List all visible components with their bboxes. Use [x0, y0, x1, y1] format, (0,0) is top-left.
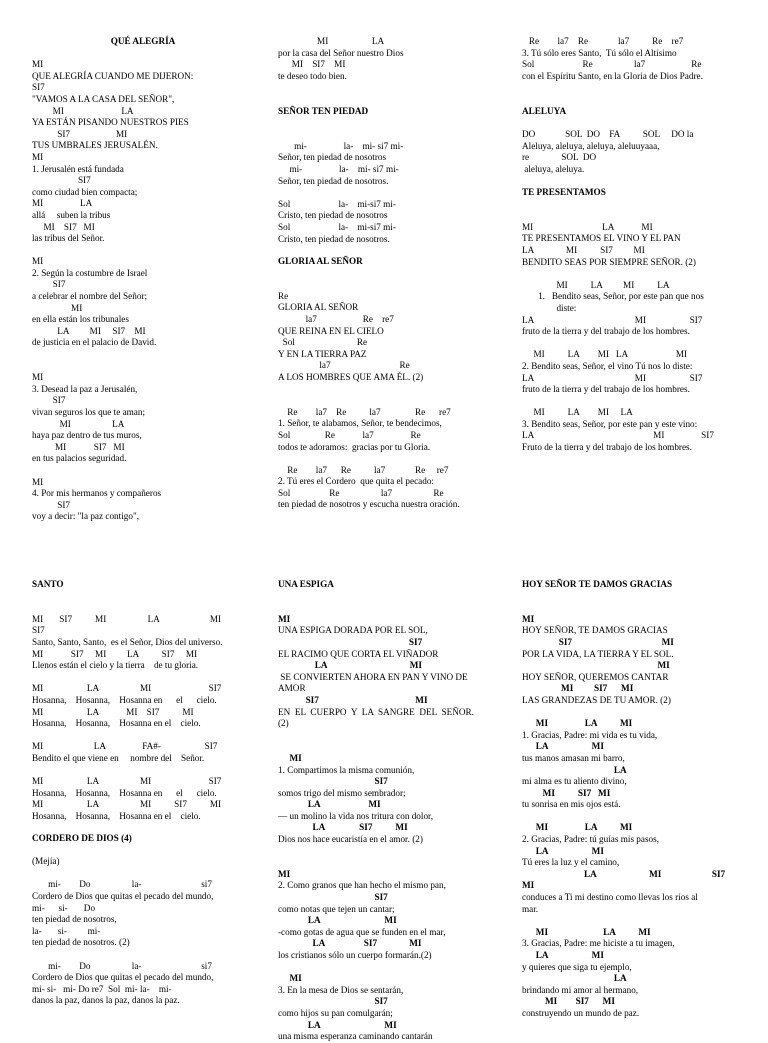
chord-line: LA MI [278, 915, 397, 926]
chord-line: MI [522, 880, 535, 891]
lyric-line: 3. Gracias, Padre: me hiciste a tu imagen, [522, 938, 675, 949]
lyric-line: (2) [278, 718, 289, 729]
lyric-line: vivan seguros los que te aman; [32, 407, 146, 417]
chord-line: MI LA MI [522, 221, 653, 232]
lyric-line: 3. Bendito seas, Señor, por este pan y este vino: [522, 418, 698, 429]
lyric-line: Santo, Santo, Santo, es el Señor, Dios del universo. [32, 636, 223, 647]
song-que-alegria-continued [278, 36, 500, 82]
lyric-line: TE PRESENTAMOS EL VINO Y EL PAN [522, 233, 681, 244]
lyric-line: 3. Tú sólo eres Santo, Tú sólo el Altísimo [522, 47, 677, 58]
lyric-line: 2. Tú eres el Cordero que quita el pecado: [278, 476, 434, 487]
chord-line: mi- la- mi- si7 mi- [278, 140, 404, 151]
lyric-line: -como gotas de agua que se funden en el mar, [278, 926, 446, 937]
chord-line: Y EN LA TIERRA PAZ [278, 348, 367, 359]
lyric-line: 3. Desead la paz a Jerusalén, [32, 383, 138, 394]
lyric-line [522, 915, 744, 927]
chord-line: LA MI [522, 845, 604, 856]
chord-line: MI [278, 613, 291, 624]
lyric-line [32, 765, 254, 777]
lyric-line: LAS GRANDEZAS DE TU AMOR. (2) [522, 694, 671, 705]
song-title: ALELUYA [522, 106, 567, 116]
lyric-line: la- si- mi- [32, 925, 101, 936]
lyric-line: voy a decir: "la paz contigo", [32, 511, 139, 522]
lyric-line: aleluya, aleluya. [522, 163, 585, 174]
lyric-line: 2. Gracias, Padre: tú guías mis pasos, [522, 834, 660, 845]
chord-line: LA MI SI7 MI [522, 244, 645, 255]
chord-line: MI SI7 MI LA MI [32, 613, 222, 624]
lyric-line: Tú eres la luz y el camino, [522, 857, 620, 868]
lyric-line [32, 868, 254, 880]
lyric-line: ten piedad de nosotros. (2) [32, 937, 130, 948]
chord-line: MI SI7 MI [522, 996, 615, 1007]
chord-line: LA SI7 MI [278, 822, 408, 833]
lyric-line: AMOR [278, 683, 306, 694]
song-aleluya [522, 106, 744, 176]
song-senor-ten-piedad [278, 106, 500, 245]
song-title: TE PRESENTAMOS [522, 187, 606, 197]
lyric-line: BENDITO SEAS POR SIEMPRE SEÑOR. (2) [522, 256, 696, 267]
lyric-line: los cristianos sólo un cuerpo formarán.(2) [278, 950, 432, 960]
lyric-line: Fruto de la tierra y del trabajo de los hombres. [522, 442, 692, 453]
chord-line: MI LA [278, 36, 385, 46]
chord-line: mi- Do la- si7 [32, 879, 212, 890]
chord-line: mi- si- Do [32, 902, 96, 913]
spacer [522, 118, 744, 130]
lyric-line [32, 949, 254, 961]
chord-line: MI [278, 752, 302, 763]
lyric-line: GLORIA AL SEÑOR [278, 302, 359, 313]
lyric-line [278, 453, 500, 465]
lyric-line: — un molino la vida nos tritura con dolor, [278, 810, 434, 821]
lyric-line: UNA ESPIGA DORADA POR EL SOL, [278, 625, 428, 636]
lyric-line: en ella están los tribunales [32, 314, 129, 325]
chord-line: MI [32, 256, 44, 267]
lyric-line: fruto de la tierra y del trabajo de los hombres. [522, 326, 690, 337]
song-title: GLORIA AL SEÑOR [278, 256, 363, 266]
lyric-line: EL RACIMO QUE CORTA EL VIÑADOR [278, 648, 439, 659]
lyric-line: mi alma es tu aliento divino, [522, 776, 627, 787]
spacer [278, 591, 500, 603]
chord-line: SI7 MI [32, 128, 128, 139]
chord-line: LA MI [278, 799, 381, 810]
chord-line: SI7 MI [522, 636, 674, 647]
song-que-alegria [32, 36, 254, 523]
chord-line: MI [32, 151, 44, 162]
lyric-line: brindando mi amor al hermano, [522, 984, 639, 995]
chord-line: SI7 [278, 776, 388, 787]
lyric-line: allá suben la tribus [32, 209, 111, 220]
chord-line: Sol Re la7 Re [278, 487, 444, 498]
lyric-line: haya paz dentro de tus muros, [32, 430, 142, 441]
chord-line: MI LA MI [522, 926, 651, 937]
chord-line: Sol Re [278, 337, 368, 348]
lyric-line [278, 279, 500, 291]
chord-line: LA MI [278, 1019, 397, 1030]
spacer [32, 48, 254, 60]
chord-line: MI SI7 MI [278, 59, 346, 70]
lyric-line: fruto de la tierra y del trabajo de los hombres. [522, 384, 690, 395]
lyric-line: Hosanna, Hosanna, Hosanna en el cielo. [32, 787, 217, 798]
lyric-line [522, 602, 744, 614]
lyric-line: 1. Jerusalén está fundada [32, 163, 124, 174]
chord-line: mi- la- mi- si7 mi- [278, 163, 399, 174]
chord-line: LA MI [522, 741, 604, 752]
lyric-line: 3. En la mesa de Dios se sentarán, [278, 984, 404, 995]
lyric-line [522, 707, 744, 719]
lyric-line: Cordero de Dios que quitas el pecado del mundo, [32, 890, 214, 901]
lyric-line [32, 465, 254, 477]
lyric-line [32, 602, 254, 614]
chord-line: Sol Re la7 Re [278, 429, 421, 440]
song-title: HOY SEÑOR TE DAMOS GRACIAS [522, 579, 673, 589]
lyric-line: por la casa del Señor nuestro Dios [278, 47, 404, 58]
spacer [278, 268, 500, 280]
lyric-line [32, 361, 254, 373]
lyric-line [278, 384, 500, 396]
chord-line: MI LA MI LA MI [522, 349, 688, 360]
chord-line: MI LA MI [522, 822, 633, 833]
chord-line: MI SI7 MI [32, 441, 125, 452]
chord-line: mi- Do la- si7 [32, 960, 212, 971]
chord-line: DO SOL DO FA SOL DO la [522, 129, 694, 140]
chord-line: MI LA [32, 198, 93, 209]
spacer [522, 591, 744, 603]
chord-line: LA MI SI7 [522, 868, 726, 879]
chord-line: MI LA MI SI7 MI [32, 706, 194, 717]
chord-line: MI [32, 302, 83, 313]
chord-line: LA [522, 764, 627, 775]
song-title: CORDERO DE DIOS (4) [32, 833, 132, 843]
lyric-line: Dios nos hace eucaristía en el amor. (2) [278, 834, 423, 845]
chord-line: SI7 [32, 279, 66, 290]
song-gloria-al-senor [278, 256, 500, 511]
lyric-line: con el Espíritu Santo, en la Gloria de Dios Padre. [522, 70, 703, 81]
chord-line: MI SI7 MI [522, 683, 634, 694]
lyric-line: 1. Gracias, Padre: mi vida es tu vida, [522, 729, 658, 740]
chord-line: MI LA MI SI7 [32, 683, 222, 694]
lyric-line: QUE ALEGRÍA CUANDO ME DIJERON: [32, 70, 194, 81]
spacer [32, 845, 254, 857]
lyric-line: diste: [522, 302, 577, 313]
chord-line: la7 Re [278, 360, 410, 371]
chord-line: MI [278, 973, 302, 984]
lyric-line: QUE REINA EN EL CIELO [278, 325, 384, 336]
lyric-line [278, 846, 500, 858]
lyric-line: como ciudad bien compacta; [32, 186, 138, 197]
chord-line: MI LA [32, 418, 125, 429]
lyric-line [522, 268, 744, 280]
lyric-line [522, 210, 744, 222]
lyric-line [522, 811, 744, 823]
lyric-line [278, 741, 500, 753]
chord-line: LA MI SI7 [522, 314, 703, 325]
chord-line: MI [32, 59, 44, 70]
lyric-line [278, 395, 500, 407]
lyric-line: A LOS HOMBRES QUE AMA ÉL. (2) [278, 371, 424, 382]
chord-line: MI LA MI LA [522, 407, 633, 418]
lyric-line: Hosanna, Hosanna, Hosanna en el cielo. [32, 718, 201, 729]
lyric-line [522, 396, 744, 408]
chord-line: SI7 [32, 395, 66, 406]
lyric-line: SE CONVIERTEN AHORA EN PAN Y VINO DE [278, 671, 468, 682]
chord-line: SI7 [278, 892, 388, 903]
lyric-line: TUS UMBRALES JERUSALÉN. [32, 140, 158, 151]
song-hoy-senor-te-damos-gracias [522, 579, 744, 1020]
lyric-line [278, 962, 500, 974]
lyric-line: construyendo un mundo de paz. [522, 1007, 640, 1018]
chord-line: MI SI7 MI [522, 787, 611, 798]
chord-line: MI LA FA#- SI7 [32, 741, 218, 752]
lyric-line: mar. [522, 903, 539, 914]
chord-line: SI7 [32, 625, 45, 636]
lyric-line: ten piedad de nosotros y escucha nuestra oración. [278, 499, 460, 510]
lyric-line: (Mejía) [32, 856, 60, 867]
chord-line: MI [32, 476, 44, 487]
chord-line: MI LA [32, 105, 134, 116]
lyric-line: todos te adoramos: gracias por tu Gloria. [278, 441, 431, 452]
lyric-line: una misma esperanza caminando cantarán [278, 1031, 433, 1042]
chord-line: SI7 [32, 499, 71, 510]
lyric-line [278, 129, 500, 141]
lyric-line: 1. Bendito seas, Señor, por este pan que nos [522, 291, 704, 302]
song-cordero-de-dios [32, 833, 254, 1007]
chord-line: LA MI [278, 660, 422, 671]
chord-line: MI [522, 613, 535, 624]
lyric-line: 2. Bendito seas, Señor, el vino Tú nos lo diste: [522, 360, 693, 371]
chord-line: MI [32, 372, 44, 383]
lyric-line: en tus palacios seguridad. [32, 453, 127, 464]
spacer [32, 591, 254, 603]
chord-line: MI LA MI SI7 [32, 776, 222, 787]
lyric-line: tu sonrisa en mis ojos está. [522, 799, 621, 810]
lyric-line [278, 730, 500, 742]
lyric-line: Bendito el que viene en nombre del Señor. [32, 752, 205, 763]
chord-line: LA MI SI7 MI [32, 325, 146, 336]
chord-line: MI LA MI [522, 718, 633, 729]
lyric-line: conduces a Ti mi destino como llevas los ríos al [522, 892, 698, 903]
lyric-line: de justicia en el palacio de David. [32, 337, 157, 348]
lyric-line [32, 730, 254, 742]
lyric-line: 2. Como granos que han hecho el mismo pan, [278, 880, 446, 891]
song-gloria-continued [522, 36, 744, 82]
chord-line: LA MI SI7 [522, 430, 714, 441]
lyric-line: Cristo, ten piedad de nosotros [278, 210, 388, 221]
chord-line: MI [278, 868, 291, 879]
lyric-line: Hosanna, Hosanna, Hosanna en el cielo. [32, 810, 201, 821]
chord-line: re SOL DO [522, 152, 597, 163]
song-title: QUÉ ALEGRÍA [110, 36, 176, 46]
lyric-line: Hosanna, Hosanna, Hosanna en el cielo. [32, 694, 217, 705]
chord-line: MI SI7 MI [32, 221, 95, 232]
lyric-line: 1. Compartimos la misma comunión, [278, 764, 415, 775]
song-te-presentamos [522, 187, 744, 454]
lyric-line: danos la paz, danos la paz, danos la paz. [32, 995, 180, 1006]
lyric-line: HOY SEÑOR, TE DAMOS GRACIAS [522, 625, 668, 636]
lyric-line [522, 338, 744, 350]
lyric-line: ten piedad de nosotros, [32, 914, 117, 925]
chord-line: Re la7 Re la7 Re re7 [278, 464, 449, 475]
lyric-line: las tribus del Señor. [32, 233, 105, 244]
chord-line: MI LA MI LA [522, 279, 670, 290]
lyric-line: Cordero de Dios que quitas el pecado del mundo, [32, 972, 214, 983]
song-title: UNA ESPIGA [278, 579, 334, 589]
lyric-line [32, 672, 254, 684]
lyric-line [278, 602, 500, 614]
chord-line: SI7 [278, 636, 423, 647]
chord-line: Sol la- mi-si7 mi- [278, 221, 396, 232]
chord-line: Re la7 Re la7 Re re7 [522, 36, 684, 46]
chord-line: Sol la- mi-si7 mi- [278, 198, 396, 209]
chord-line: la7 Re re7 [278, 313, 394, 324]
lyric-line: a celebrar el nombre del Señor; [32, 291, 148, 302]
lyric-line [32, 245, 254, 257]
chord-line: SI7 MI [278, 694, 428, 705]
lyric-line: tus manos amasan mi barro, [522, 752, 625, 763]
chord-line: Re [278, 290, 289, 301]
chord-line: LA SI7 MI [278, 938, 422, 949]
chord-line: MI LA MI SI7 MI [32, 799, 222, 810]
song-title: SEÑOR TEN PIEDAD [278, 106, 369, 116]
lyric-line: Llenos están el cielo y la tierra de tu gloria. [32, 660, 199, 671]
song-title: SANTO [32, 579, 64, 589]
lyric-line: Cristo, ten piedad de nosotros. [278, 233, 390, 244]
lyric-line: POR LA VIDA, LA TIERRA Y EL SOL. [522, 648, 674, 659]
lyric-line [278, 857, 500, 869]
song-una-espiga [278, 579, 500, 1043]
lyric-line: como hijos su pan comulgarán; [278, 1007, 393, 1018]
chord-line: Re la7 Re la7 Re re7 [278, 406, 451, 417]
lyric-line [32, 349, 254, 361]
chord-line: LA MI [522, 950, 604, 960]
chord-line: mi- si- mi- Do re7 Sol mi- la- mi- [32, 983, 172, 994]
lyric-line [278, 187, 500, 199]
chord-line: Sol Re la7 Re [522, 59, 702, 70]
lyric-line: 2. Según la costumbre de Israel [32, 267, 148, 278]
lyric-line: Señor, ten piedad de nosotros [278, 152, 387, 163]
lyric-line: como notas que tejen un cantar; [278, 903, 395, 914]
song-santo [32, 579, 254, 822]
spacer [278, 118, 500, 130]
lyric-line: y quieres que siga tu ejemplo, [522, 961, 632, 972]
lyric-line: 4. Por mis hermanos y compañeros [32, 488, 162, 499]
chord-line: SI7 [278, 996, 388, 1007]
chord-line: LA [522, 973, 627, 984]
lyric-line: somos trigo del mismo sembrador; [278, 787, 406, 798]
chord-line: MI [522, 660, 670, 671]
chord-line: LA MI SI7 [522, 372, 703, 383]
chord-line: SI7 [32, 175, 91, 186]
lyric-line: Señor, ten piedad de nosotros. [278, 175, 389, 186]
lyric-line: 1. Señor, te alabamos, Señor, te bendecimos, [278, 418, 442, 429]
lyric-line: te deseo todo bien. [278, 70, 347, 81]
lyric-line: Aleluya, aleluya, aleluya, aleluuyaaa, [522, 140, 660, 151]
spacer [522, 199, 744, 211]
chord-line: MI SI7 MI LA SI7 MI [32, 648, 198, 659]
lyric-line: HOY SEÑOR, QUEREMOS CANTAR [522, 671, 669, 682]
lyric-line: EN EL CUERPO Y LA SANGRE DEL SEÑOR. [278, 706, 474, 717]
lyric-line: "VAMOS A LA CASA DEL SEÑOR", [32, 93, 175, 104]
chord-line: SI7 [32, 82, 45, 93]
lyric-line: YA ESTÁN PISANDO NUESTROS PIES [32, 117, 189, 128]
